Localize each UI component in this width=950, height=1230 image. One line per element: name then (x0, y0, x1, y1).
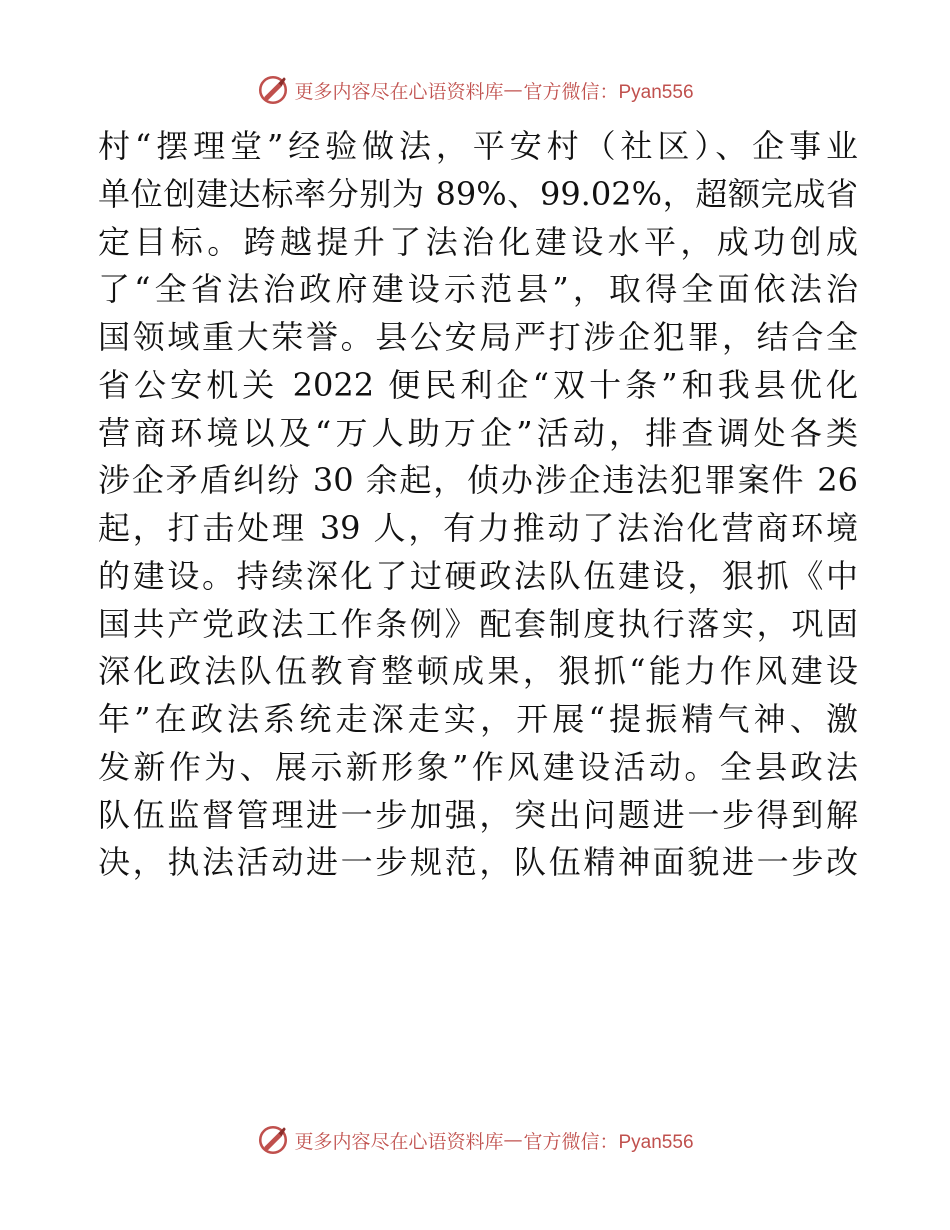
body-line: 国领域重大荣誉。县公安局严打涉企犯罪，结合全 (98, 318, 858, 356)
document-body (98, 124, 858, 888)
body-line: 营商环境以及“万人助万企”活动，排查调处各类 (98, 413, 858, 452)
banner-contact: 官方微信：Pyan556 (523, 81, 694, 103)
body-line: 涉企矛盾纠纷 30 余起，侦办涉企违法犯罪案件 26 (98, 461, 858, 500)
body-line: 起，打击处理 39 人，有力推动了法治化营商环境 (98, 509, 858, 547)
banner-separator: — (503, 1129, 524, 1151)
footer-banner (0, 1120, 950, 1160)
banner-separator: — (503, 79, 524, 101)
body-line: 发新作为、展示新形象”作风建设活动。全县政法 (98, 747, 858, 786)
body-line: 决，执法活动进一步规范，队伍精神面貌进一步改 (98, 843, 858, 882)
banner-contact: 官方微信：Pyan556 (523, 1131, 694, 1153)
body-line: 的建设。持续深化了过硬政法队伍建设，狠抓《中 (98, 556, 858, 595)
body-line: 省公安机关 2022 便民利企“双十条”和我县优化 (98, 365, 858, 404)
banner-title: 更多内容尽在心语资料库 (294, 80, 504, 103)
pen-logo-icon (256, 1123, 290, 1157)
pen-logo-icon (256, 73, 290, 107)
body-line: 深化政法队伍教育整顿成果，狠抓“能力作风建设 (98, 652, 858, 691)
body-line: 定目标。跨越提升了法治化建设水平，成功创成 (98, 222, 858, 261)
body-line: 村“摆理堂”经验做法，平安村（社区）、企事业 (98, 127, 858, 165)
body-line: 单位创建达标率分别为 89%、99.02%，超额完成省 (98, 174, 858, 213)
body-line: 了“全省法治政府建设示范县”，取得全面依法治 (98, 270, 858, 309)
body-line: 年”在政法系统走深走实，开展“提振精气神、激 (98, 700, 858, 738)
banner-title: 更多内容尽在心语资料库 (294, 1130, 504, 1153)
body-line: 队伍监督管理进一步加强，突出问题进一步得到解 (98, 795, 858, 834)
header-banner (0, 70, 950, 110)
body-line: 国共产党政法工作条例》配套制度执行落实，巩固 (98, 604, 858, 643)
